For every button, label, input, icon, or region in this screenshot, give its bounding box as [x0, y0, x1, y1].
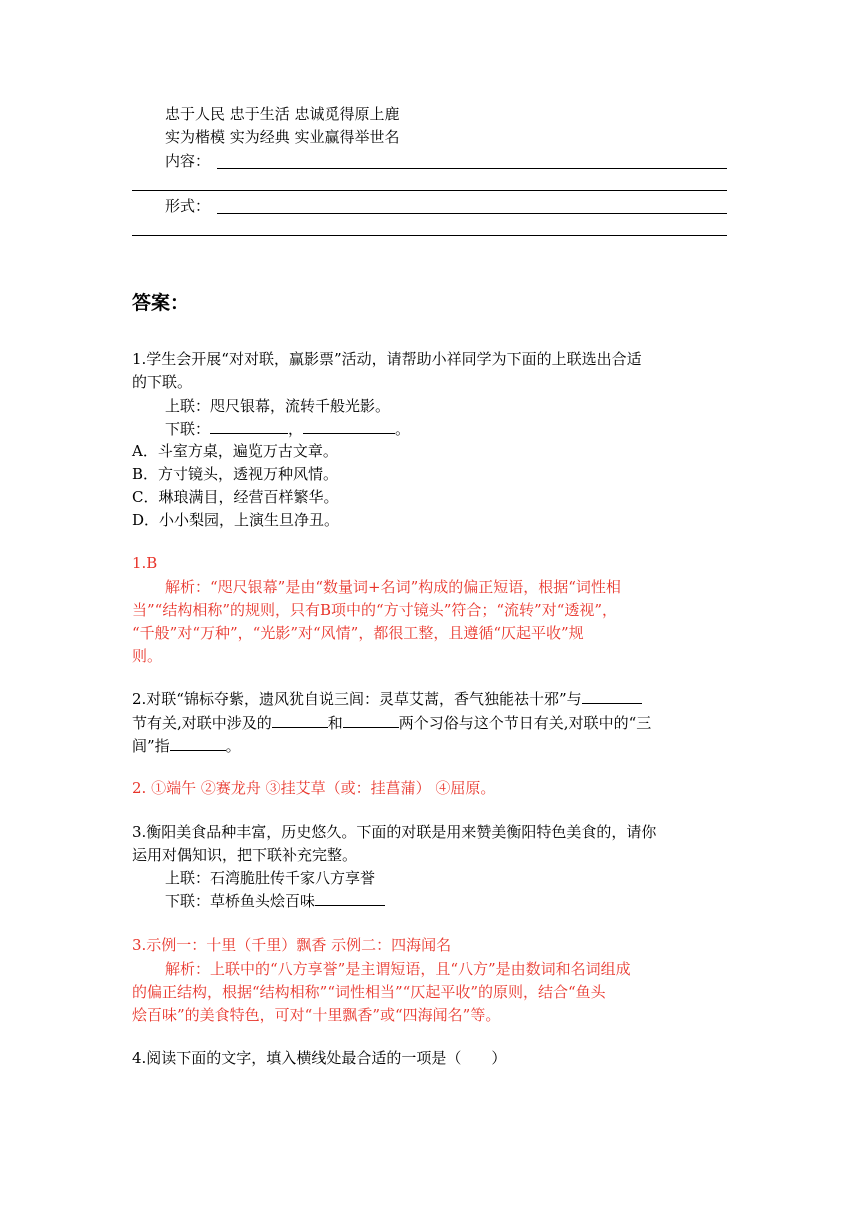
q2-stem-text-1: 2.对联“锦标夺紫，遗风犹自说三闾：灵草艾蒿，香气独能祛十邪”与 [132, 690, 582, 708]
q2-blank-festival [582, 689, 642, 704]
q2-stem-text-2c: 两个习俗与这个节日有关,对联中的“三 [398, 714, 652, 732]
q2-stem-line-2 [132, 713, 651, 733]
q2-stem-line-3 [132, 736, 241, 756]
q3-stem-line-2: 运用对偶知识，把下联补充完整。 [132, 846, 358, 864]
q2-blank-custom-1 [272, 713, 328, 728]
q1-stem-line-2: 的下联。 [132, 373, 193, 391]
q3-explanation-line-1: 解析：上联中的“八方享誉”是主谓短语，且“八方”是由数词和名词组成 [165, 960, 631, 978]
q1-lower-label: 下联： [165, 420, 211, 438]
q1-upper-couplet: 上联：咫尺银幕，流转千般光影。 [165, 397, 391, 415]
q1-lower-sep: ， [288, 420, 304, 438]
q3-answer: 3.示例一：十里（千里）飘香 示例二：四海闻名 [132, 936, 452, 954]
q1-explanation-line-4: 则。 [132, 647, 163, 665]
q3-lower-couplet [165, 891, 385, 911]
form-answer-line-1 [217, 213, 727, 214]
couplet-line-2: 实为楷模 实为经典 实业赢得举世名 [165, 128, 400, 146]
content-answer-line-2 [132, 190, 727, 191]
q2-blank-custom-2 [343, 713, 399, 728]
q3-blank [315, 891, 385, 906]
q1-blank-2 [303, 419, 395, 434]
q1-explanation-line-2: 当”“结构相称”的规则，只有B项中的“方寸镜头”符合；“流转”对“透视”， [132, 601, 618, 619]
content-label: 内容： [165, 152, 211, 170]
q2-stem-line-1 [132, 689, 642, 709]
q1-option-b: B．方寸镜头，透视万种风情。 [132, 465, 339, 483]
q2-stem-text-3a: 闾”指 [132, 737, 170, 755]
q2-blank-person [170, 736, 226, 751]
q1-option-c: C．琳琅满目，经营百样繁华。 [132, 488, 339, 506]
q4-stem: 4.阅读下面的文字，填入横线处最合适的一项是（ ） [132, 1049, 507, 1067]
answers-heading: 答案： [132, 292, 190, 314]
q2-stem-text-2b: 和 [327, 714, 343, 732]
q3-explanation-line-2: 的偏正结构，根据“结构相称”“词性相当”“仄起平收”的原则，结合“鱼头 [132, 983, 606, 1001]
couplet-line-1: 忠于人民 忠于生活 忠诚觅得原上鹿 [165, 105, 400, 123]
content-answer-line-1 [217, 168, 727, 169]
q1-explanation-line-1: 解析：“咫尺银幕”是由“数量词+名词”构成的偏正短语，根据“词性相 [165, 578, 621, 596]
q1-stem-line-1: 1.学生会开展“对对联，赢影票”活动，请帮助小祥同学为下面的上联选出合适 [132, 350, 642, 368]
q2-stem-text-2a: 节有关,对联中涉及的 [132, 714, 272, 732]
q1-option-a: A．斗室方桌，遍览万古文章。 [132, 442, 338, 460]
q2-stem-text-3b: 。 [225, 737, 241, 755]
form-label: 形式： [165, 197, 211, 215]
q1-blank-1 [210, 419, 288, 434]
form-answer-line-2 [132, 235, 727, 236]
q1-explanation-line-3: “千般”对“万种”，“光影”对“风情”，都很工整，且遵循“仄起平收”规 [132, 624, 584, 642]
q1-option-d: D．小小梨园，上演生旦净丑。 [132, 511, 340, 529]
q1-lower-end: 。 [395, 420, 411, 438]
q1-answer: 1.B [132, 554, 158, 572]
q3-explanation-line-3: 烩百味”的美食特色，可对“十里飘香”或“四海闻名”等。 [132, 1006, 501, 1024]
q3-upper-couplet: 上联：石湾脆肚传千家八方享誉 [165, 869, 376, 887]
q1-lower-couplet [165, 419, 410, 439]
q3-lower-text: 下联：草桥鱼头烩百味 [165, 892, 316, 910]
q3-stem-line-1: 3.衡阳美食品种丰富，历史悠久。下面的对联是用来赞美衡阳特色美食的，请你 [132, 823, 657, 841]
q2-answer: 2. ①端午 ②赛龙舟 ③挂艾草（或：挂菖蒲） ④屈原。 [132, 779, 496, 797]
